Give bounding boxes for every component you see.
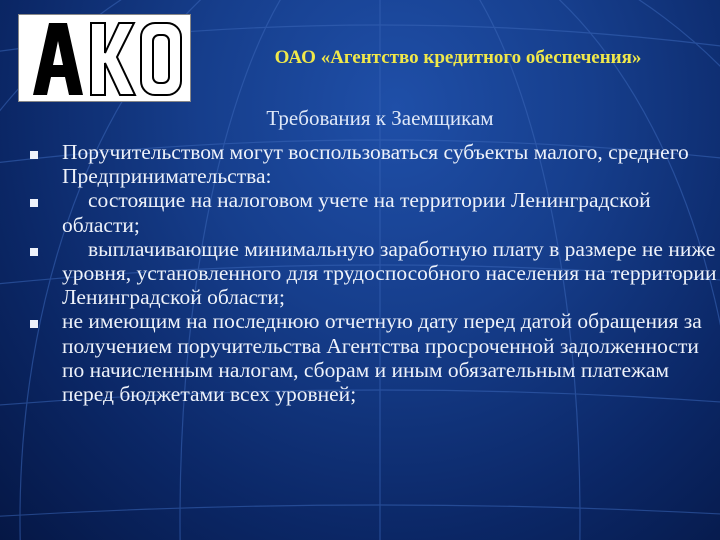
- logo-mark: [19, 15, 190, 101]
- list-item-text: выплачивающие минимальную заработную плату в размере не ниже уровня, установленного для трудоспособного населения на территории Ленинградской области;: [62, 236, 717, 310]
- list-item: [30, 188, 718, 236]
- list-item: [30, 140, 718, 188]
- company-name: ОАО «Агентство кредитного обеспечения»: [274, 47, 642, 68]
- list-item-text: состоящие на налоговом учете на территории Ленинградской области;: [62, 188, 651, 237]
- slide-title: Требования к Заемщикам: [266, 106, 494, 130]
- company-logo: [18, 14, 191, 102]
- list-item: [30, 309, 718, 406]
- list-item: [30, 237, 718, 310]
- square-bullet-icon: [30, 199, 38, 207]
- list-item-text: Поручительством могут воспользоваться субъекты малого, среднего Предпринимательства:: [62, 140, 689, 189]
- list-item-text: не имеющим на последнюю отчетную дату перед датой обращения за получением поручительства Агентства просроченной задолженности по начисленным налогам, сборам и иным обязательным платежам перед бюджетами всех уровней;: [62, 309, 702, 407]
- requirements-list: [30, 140, 718, 406]
- square-bullet-icon: [30, 320, 38, 328]
- square-bullet-icon: [30, 151, 38, 159]
- square-bullet-icon: [30, 248, 38, 256]
